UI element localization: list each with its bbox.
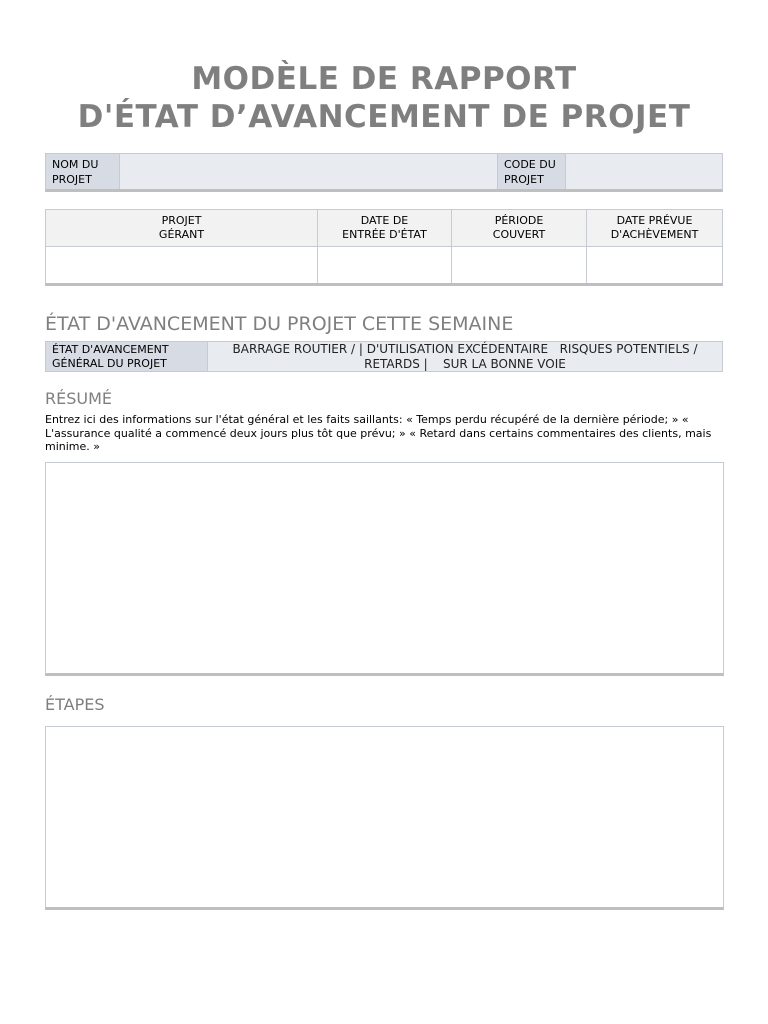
milestones-text-area[interactable] — [45, 726, 724, 910]
status-options-line-1: BARRAGE ROUTIER / | D'UTILISATION EXCÉDENTAIRE RISQUES POTENTIELS / — [232, 342, 698, 356]
project-manager-field[interactable] — [46, 247, 318, 283]
header-project-manager-line-1: PROJET — [161, 214, 202, 227]
overall-status-label-line-2: GÉNÉRAL DU PROJET — [52, 357, 167, 370]
header-period-covered-line-2: COUVERT — [492, 228, 546, 241]
project-name-label-line-1: NOM DU — [52, 158, 99, 171]
summary-instructions: Entrez ici des informations sur l'état général et les faits saillants: « Temps perdu récupéré de la dernière période; » « L'assurance qualité a commencé deux jours plus tôt que prévu; » « Retard dans certains commentaires des clients, mais minime. » — [45, 413, 712, 453]
header-planned-completion-line-2: D'ACHÈVEMENT — [610, 228, 699, 241]
header-project-manager-line-2: GÉRANT — [158, 228, 205, 241]
status-section-heading: ÉTAT D'AVANCEMENT DU PROJET CETTE SEMAINE — [45, 313, 514, 335]
project-code-field[interactable] — [566, 154, 722, 189]
title-line-2: D'ÉTAT D’AVANCEMENT DE PROJET — [77, 99, 691, 135]
project-info-row — [45, 153, 723, 192]
header-period-covered — [452, 210, 587, 246]
project-name-label-line-2: PROJET — [52, 173, 92, 186]
project-code-label — [498, 154, 566, 189]
header-status-date — [318, 210, 452, 246]
planned-completion-field[interactable] — [587, 247, 722, 283]
header-status-date-line-1: DATE DE — [360, 214, 409, 227]
overall-status-label — [46, 342, 208, 371]
summary-text-area[interactable] — [45, 462, 724, 676]
header-period-covered-line-1: PÉRIODE — [494, 214, 544, 227]
milestones-heading: ÉTAPES — [45, 695, 105, 714]
page-title — [0, 60, 768, 136]
project-name-field[interactable] — [120, 154, 498, 189]
header-planned-completion — [587, 210, 722, 246]
project-details-value-row — [46, 247, 722, 283]
header-planned-completion-line-1: DATE PRÉVUE — [616, 214, 693, 227]
header-status-date-line-2: ENTRÉE D'ÉTAT — [342, 228, 427, 241]
overall-status-options[interactable] — [208, 342, 722, 371]
overall-status-label-line-1: ÉTAT D'AVANCEMENT — [52, 343, 169, 356]
status-date-field[interactable] — [318, 247, 452, 283]
header-project-manager — [46, 210, 318, 246]
title-line-1: MODÈLE DE RAPPORT — [191, 61, 577, 97]
period-covered-field[interactable] — [452, 247, 587, 283]
project-details-header-row — [46, 210, 722, 247]
project-code-label-line-1: CODE DU — [504, 158, 556, 171]
project-details-table — [45, 209, 723, 286]
project-code-label-line-2: PROJET — [504, 173, 544, 186]
summary-heading: RÉSUMÉ — [45, 389, 113, 408]
overall-status-row — [45, 341, 723, 372]
status-options-line-2: RETARDS | SUR LA BONNE VOIE — [364, 357, 566, 371]
project-name-label — [46, 154, 120, 189]
